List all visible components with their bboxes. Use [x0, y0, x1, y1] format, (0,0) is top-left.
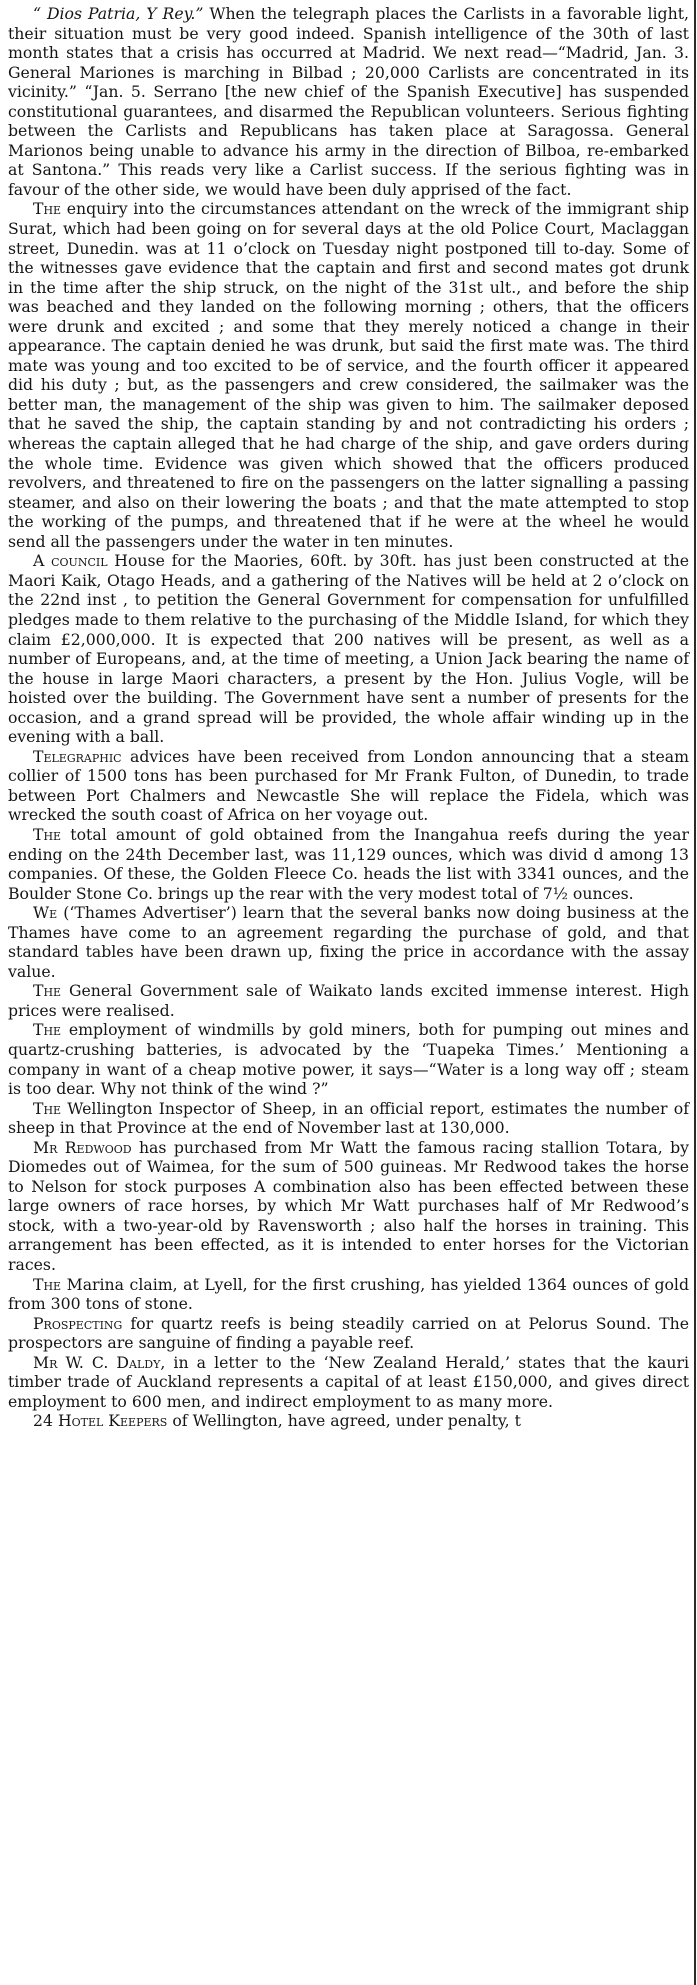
paragraph-council-house [8, 551, 689, 746]
paragraph-lead: A council [33, 551, 108, 571]
paragraph-lead: We [33, 903, 58, 923]
column-rule [694, 0, 696, 1985]
paragraph-lead: The [33, 824, 62, 844]
paragraph-sheep-inspector [8, 1099, 689, 1138]
paragraph-lead: The [33, 1098, 62, 1118]
paragraph-lead: Mr Redwood [33, 1137, 132, 1157]
paragraph-text: of Wellington, have agreed, under penalty, t [167, 1411, 521, 1431]
paragraph-lead: The [33, 981, 62, 1001]
paragraph-steam-collier [8, 747, 689, 825]
paragraph-text: (‘Thames Advertiser’) learn that the several banks now doing business at the Thames have come to an agreement regarding the purchase of gold, and that standard tables have been drawn up, fixing the price in accordance with the assay value. [8, 903, 689, 981]
paragraph-lead: 24 Hotel Keepers [33, 1411, 168, 1431]
paragraph-text: has purchased from Mr Watt the famous racing stallion Totara, by Diomedes out of Waimea, for the sum of 500 guineas. Mr Redwood takes the horse to Nelson for stock purposes A combination also has been effected between these large owners of race horses, by which Mr Watt purchases half of Mr Redwood’s stock, with a two-year-old by Ravensworth ; also half the horses in training. This arrangement has been effected, as it is intended to enter horses for the Victorian races. [8, 1137, 689, 1274]
paragraph-redwood-stallion [8, 1138, 689, 1275]
paragraph-waikato-lands [8, 981, 689, 1020]
paragraph-text: House for the Maories, 60ft. by 30ft. has just been constructed at the Maori Kaik, Otago Heads, and a gathering of the Natives will be held at 2 o’clock on the 22nd inst , to petition the General Government for compensation for unfulfilled pledges made to them relative to the purchasing of the Middle Island, for which they claim £2,000,000. It is expected that 200 natives will be present, as well as a number of Europeans, and, at the time of meeting, a Union Jack bearing the name of the house in large Maori characters, a present by the Hon. Julius Vogle, will be hoisted over the building. The Government have sent a number of presents for the occasion, and a grand spread will be provided, the whole affair winding up in the evening with a ball. [8, 551, 689, 747]
paragraph-windmills [8, 1020, 689, 1098]
paragraph-lead: “ Dios Patria, Y Rey.” [33, 4, 204, 23]
paragraph-pelorus-prospecting [8, 1314, 689, 1353]
paragraph-text: advices have been received from London announcing that a steam collier of 1500 tons has been purchased for Mr Frank Fulton, of Dunedin, to trade between Port Chalmers and Newcastle She will replace the Fidela, which was wrecked the south coast of Africa on her voyage out. [8, 746, 689, 825]
paragraph-lead: Mr W. C. Daldy [33, 1352, 161, 1372]
paragraph-text: total amount of gold obtained from the Inangahua reefs during the year ending on the 24th December last, was 11,129 ounces, which was divid d among 13 companies. Of these, the Golden Fleece Co. heads the list with 3341 ounces, and the Boulder Stone Co. brings up the rear with the very modest total of 7½ ounces. [8, 824, 689, 903]
paragraph-text: for quartz reefs is being steadily carried on at Pelorus Sound. The prospectors are sanguine of finding a payable reef. [8, 1313, 689, 1353]
paragraph-hotel-keepers [8, 1411, 689, 1431]
paragraph-inangahua-gold [8, 825, 689, 903]
paragraph-kauri-timber [8, 1353, 689, 1412]
paragraph-lead: Telegraphic [33, 746, 122, 766]
paragraph-text: Marina claim, at Lyell, for the first crushing, has yielded 1364 ounces of gold from 300 tons of stone. [8, 1274, 689, 1314]
paragraph-carlists [8, 4, 689, 199]
paragraph-lead: Prospecting [33, 1313, 123, 1333]
paragraph-text: General Government sale of Waikato lands excited immense interest. High prices were realised. [8, 981, 689, 1020]
paragraph-surat-enquiry [8, 199, 689, 551]
paragraph-text: When the telegraph places the Carlists in a favorable light, their situation must be very good indeed. Spanish intelligence of the 30th of last month states that a crisis has occurred at Madrid. We next read—“Madrid, Jan. 3. General Mariones is marching in Bilbad ; 20,000 Carlists are concentrated in its vicinity.” “Jan. 5. Serrano [the new chief of the Spanish Executive] has suspended constitutional guarantees, and disarmed the Republican volunteers. Serious fighting between the Carlists and Republicans has taken place at Saragossa. General Marionos being unable to advance his army in the direction of Bilboa, re-embarked at Santona.” This reads very like a Carlist success. If the serious fighting was in favour of the other side, we would have been duly apprised of the fact. [8, 4, 689, 199]
paragraph-text: enquiry into the circumstances attendant on the wreck of the immigrant ship Surat, which had been going on for several days at the old Police Court, Maclaggan street, Dunedin. was at 11 o’clock on Tuesday night postponed till to-day. Some of the witnesses gave evidence that the captain and first and second mates got drunk in the time after the ship struck, on the night of the 31st ult., and before the ship was beached and they landed on the following morning ; others, that the officers were drunk and excited ; and some that they merely noticed a change in their appearance. The captain denied he was drunk, but said the first mate was. The third mate was young and too excited to be of service, and the fourth officer it appeared did his duty ; but, as the passengers and crew considered, the sailmaker was the better man, the management of the ship was given to him. The sailmaker deposed that he saved the ship, the captain standing by and not contradicting his orders ; whereas the captain alleged that he had charge of the ship, and gave orders during the whole time. Evidence was given which showed that the officers produced revolvers, and threatened to fire on the passengers on the latter signalling a passing steamer, and also on their lowering the boats ; and that the mate attempted to stop the working of the pumps, and threatened that if he were at the wheel he would send all the passengers under the water in ten minutes. [8, 199, 689, 551]
paragraph-lead: The [33, 1020, 62, 1040]
paragraph-text: Wellington Inspector of Sheep, in an official report, estimates the number of sheep in that Province at the end of November last at 130,000. [8, 1098, 689, 1138]
paragraph-text: , in a letter to the ‘New Zealand Herald,’ states that the kauri timber trade of Auckland represents a capital of at least £150,000, and gives direct employment to 600 men, and indirect employment to as many more. [8, 1352, 689, 1411]
paragraph-marina-claim [8, 1275, 689, 1314]
paragraph-lead: The [33, 199, 62, 219]
paragraph-thames-banks [8, 903, 689, 981]
paragraph-text: employment of windmills by gold miners, both for pumping out mines and quartz-crushing batteries, is advocated by the ‘Tuapeka Times.’ Mentioning a company in want of a cheap motive power, it says—“Water is a long way off ; steam is too dear. Why not think of the wind ?” [8, 1020, 689, 1099]
paragraph-lead: The [33, 1274, 62, 1294]
